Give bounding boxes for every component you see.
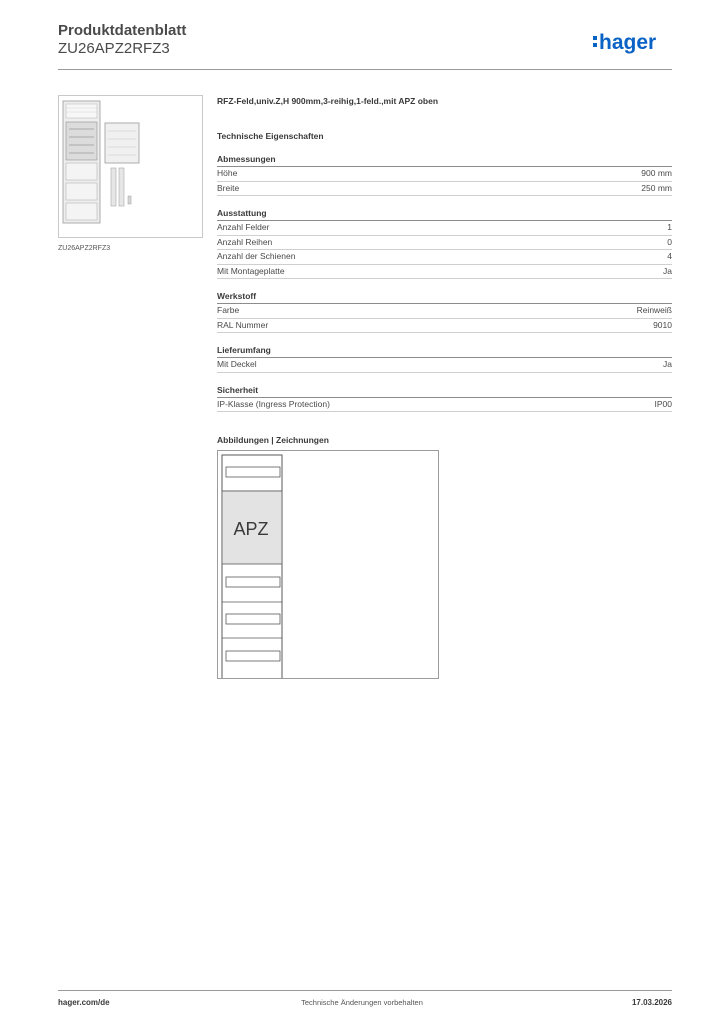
property-group-lieferumfang — [217, 345, 672, 373]
property-row — [217, 358, 672, 373]
drawing-frame — [222, 455, 282, 678]
property-row — [217, 265, 672, 280]
property-row — [217, 319, 672, 334]
footer-divider — [58, 990, 672, 991]
property-value: Ja — [663, 359, 672, 369]
group-title: Sicherheit — [217, 385, 672, 398]
figures-heading: Abbildungen | Zeichnungen — [217, 435, 329, 445]
footer-note: Technische Änderungen vorbehalten — [301, 998, 423, 1007]
property-label: IP-Klasse (Ingress Protection) — [217, 398, 330, 409]
product-description: RFZ-Feld,univ.Z,H 900mm,3-reihig,1-feld.,mit APZ oben — [217, 96, 439, 106]
property-label: Mit Deckel — [217, 359, 257, 369]
drawing-rail-slot — [226, 577, 280, 587]
footer-date: 17.03.2026 — [631, 998, 672, 1007]
property-label: Anzahl Reihen — [217, 236, 273, 247]
drawing-rail-slot — [226, 651, 280, 661]
property-group-ausstattung — [217, 208, 672, 279]
property-value: Reinweiß — [636, 305, 672, 315]
property-label: Anzahl der Schienen — [217, 251, 296, 261]
property-row — [217, 221, 672, 236]
property-label: Anzahl Felder — [217, 222, 270, 232]
document-title: Produktdatenblatt — [58, 22, 187, 39]
group-title: Ausstattung — [217, 208, 672, 221]
property-value: 9010 — [653, 319, 672, 330]
drawing-rail-slot — [226, 467, 280, 477]
property-value: 0 — [667, 236, 672, 247]
property-value: 4 — [667, 251, 672, 261]
product-code: ZU26APZ2RFZ3 — [58, 40, 170, 57]
property-row — [217, 304, 672, 319]
property-group-abmessungen — [217, 154, 672, 196]
footer-website[interactable]: hager.com/de — [58, 998, 110, 1007]
property-label: Höhe — [217, 168, 238, 178]
drawing-rail-slot — [226, 614, 280, 624]
apz-label: APZ — [233, 519, 269, 539]
property-group-werkstoff — [217, 291, 672, 333]
property-row — [217, 167, 672, 182]
property-label: Mit Montageplatte — [217, 265, 285, 276]
group-title: Werkstoff — [217, 291, 672, 304]
property-label: RAL Nummer — [217, 319, 269, 330]
property-value: 250 mm — [641, 182, 672, 193]
hager-logo — [592, 27, 674, 57]
property-label: Farbe — [217, 305, 240, 315]
property-value: IP00 — [654, 398, 672, 409]
property-value: 900 mm — [641, 168, 672, 178]
product-photo — [58, 95, 203, 238]
property-row — [217, 398, 672, 413]
property-row — [217, 236, 672, 251]
property-row — [217, 250, 672, 265]
property-row — [217, 182, 672, 197]
photo-caption: ZU26APZ2RFZ3 — [58, 245, 111, 252]
product-details — [217, 95, 672, 446]
header-divider — [58, 69, 672, 70]
properties-heading: Technische Eigenschaften — [217, 131, 324, 141]
property-value: 1 — [667, 222, 672, 232]
property-label: Breite — [217, 182, 240, 193]
property-group-sicherheit — [217, 385, 672, 413]
technical-drawing — [217, 450, 439, 679]
group-title: Abmessungen — [217, 154, 672, 167]
property-value: Ja — [663, 265, 672, 276]
group-title: Lieferumfang — [217, 345, 672, 358]
logo-text: hager — [599, 31, 657, 54]
